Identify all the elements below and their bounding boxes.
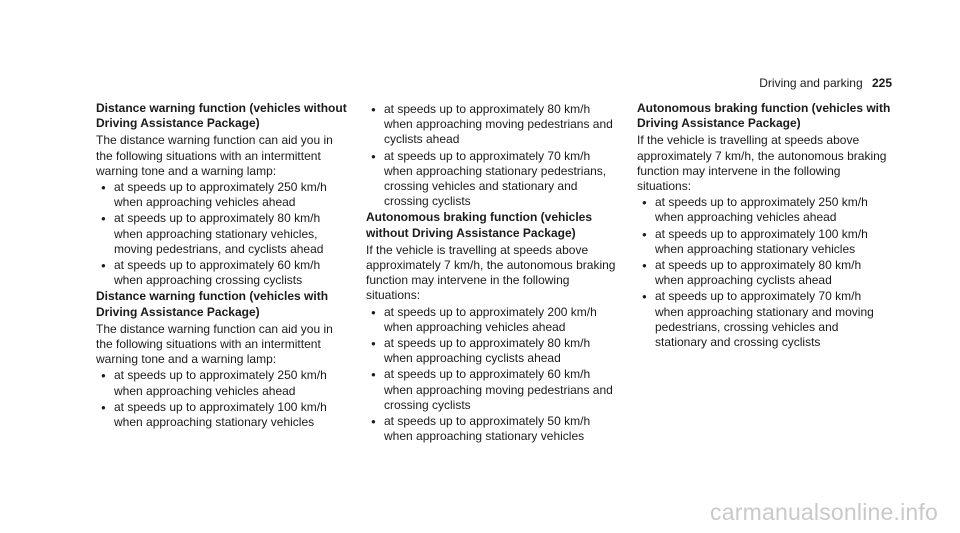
section-title: Distance warning function (vehicles with Driving Assistance Package) (96, 289, 329, 319)
bullet-list (96, 368, 351, 430)
bullet-item: ● at speeds up to approximately 50 km/h when approaching stationary vehicles (366, 414, 622, 444)
text-column-3 (637, 101, 892, 351)
bullet-item: ● at speeds up to approximately 100 km/h when approaching stationary vehicles (637, 227, 892, 257)
section-title: Distance warning function (vehicles without Driving Assistance Package) (96, 101, 347, 131)
bullet-item: ● at speeds up to approximately 200 km/h when approaching vehicles ahead (366, 305, 622, 335)
bullet-item: ● at speeds up to approximately 80 km/h when approaching cyclists ahead (637, 258, 892, 288)
bullet-item: ● at speeds up to approximately 70 km/h when approaching stationary pedestrians, crossing vehicles and stationary and crossing cyclists (366, 149, 622, 210)
text-column-2 (366, 101, 622, 445)
bullet-list (637, 195, 892, 350)
page-header (759, 76, 892, 90)
section-autonomous-braking-with-package (637, 101, 892, 350)
bullet-item: ● at speeds up to approximately 250 km/h when approaching vehicles ahead (96, 180, 351, 210)
section-distance-warning-without-package (96, 101, 351, 288)
section-title: Autonomous braking function (vehicles without Driving Assistance Package) (366, 210, 593, 240)
section-autonomous-braking-without-package (366, 210, 622, 444)
section-intro: The distance warning function can aid you in the following situations with an intermittent warning tone and a warning lamp: (96, 321, 333, 367)
bullet-list (366, 102, 622, 209)
bullet-list (366, 305, 622, 445)
bullet-item: ● at speeds up to approximately 60 km/h when approaching crossing cyclists (96, 258, 351, 288)
bullet-item: ● at speeds up to approximately 80 km/h when approaching stationary vehicles, moving pedestrians, and cyclists ahead (96, 211, 351, 257)
text-column-1 (96, 101, 351, 431)
section-intro: The distance warning function can aid you in the following situations with an intermittent warning tone and a warning lamp: (96, 133, 333, 178)
section-title: Autonomous braking function (vehicles with Driving Assistance Package) (637, 101, 891, 131)
bullet-item: ● at speeds up to approximately 100 km/h when approaching stationary vehicles (96, 400, 351, 430)
section-intro: If the vehicle is travelling at speeds above approximately 7 km/h, the autonomous braking function may intervene in the following situations: (366, 242, 616, 303)
bullet-list (96, 180, 351, 288)
chapter-title: Driving and parking (759, 76, 863, 90)
page-number: 225 (871, 76, 892, 90)
section-distance-warning-continued (366, 102, 622, 209)
bullet-item: ● at speeds up to approximately 70 km/h when approaching stationary and moving pedestrians, crossing vehicles and stationary and crossing cyclists (637, 289, 892, 350)
bullet-item: ● at speeds up to approximately 80 km/h when approaching cyclists ahead (366, 336, 622, 366)
bullet-item: ● at speeds up to approximately 80 km/h when approaching moving pedestrians and cyclists ahead (366, 102, 622, 148)
bullet-item: ● at speeds up to approximately 250 km/h when approaching vehicles ahead (637, 195, 892, 225)
site-watermark: carmanualsonline.info (710, 499, 938, 525)
bullet-item: ● at speeds up to approximately 60 km/h when approaching moving pedestrians and crossing cyclists (366, 367, 622, 413)
section-distance-warning-with-package (96, 289, 351, 430)
section-intro: If the vehicle is travelling at speeds above approximately 7 km/h, the autonomous braking function may intervene in the following situations: (637, 133, 887, 194)
bullet-item: ● at speeds up to approximately 250 km/h when approaching vehicles ahead (96, 368, 351, 398)
